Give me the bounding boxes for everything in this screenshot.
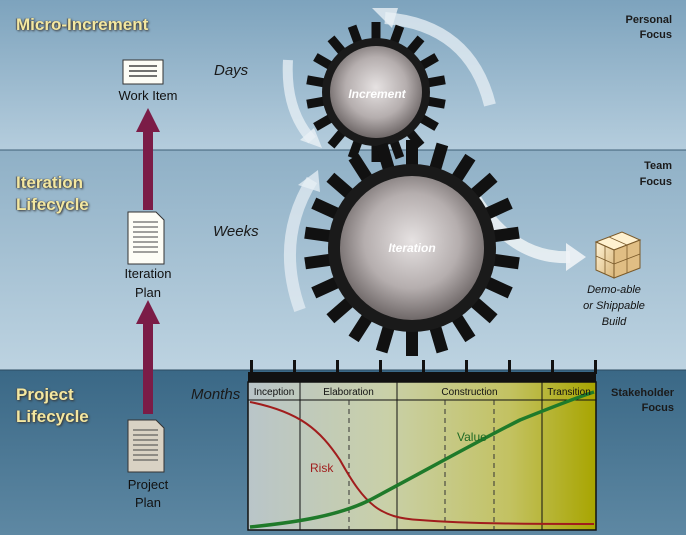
team-focus-line1: Team <box>644 160 672 172</box>
upward-arrow-shaft-1 <box>143 130 153 210</box>
risk-label: Risk <box>310 461 334 475</box>
iteration-lifecycle-title-line2: Lifecycle <box>16 195 89 214</box>
work-item-label: Work Item <box>118 88 178 103</box>
iteration-plan-label-line1: Iteration <box>124 266 172 281</box>
weeks-label: Weeks <box>213 223 259 240</box>
work-item-icon <box>123 60 163 84</box>
ruler-tick <box>293 360 296 374</box>
project-plan-icon <box>128 420 164 472</box>
upward-arrow-shaft-2 <box>143 322 153 414</box>
months-label: Months <box>191 386 241 403</box>
ruler-tick <box>379 360 382 374</box>
personal-focus-line2: Focus <box>639 29 672 41</box>
project-lifecycle-title-line2: Lifecycle <box>16 407 89 426</box>
value-label: Value <box>457 430 487 444</box>
ruler-tick <box>594 360 597 374</box>
build-label-line2: or Shippable <box>583 300 645 312</box>
team-focus-line2: Focus <box>639 176 672 188</box>
ruler-tick <box>508 360 511 374</box>
iteration-plan-icon <box>128 212 164 264</box>
phase-transition: Transition <box>547 387 591 398</box>
personal-focus-line1: Personal <box>625 14 672 26</box>
iteration-plan-label-line2: Plan <box>134 285 162 300</box>
gear-tooth <box>406 140 418 168</box>
project-lifecycle-title-line1: Project <box>16 385 74 404</box>
micro-increment-title: Micro-Increment <box>16 15 149 34</box>
increment-gear-label: Increment <box>348 87 406 101</box>
ruler-tick <box>250 360 253 374</box>
ruler-tick <box>465 360 468 374</box>
phase-elaboration: Elaboration <box>323 387 374 398</box>
days-label: Days <box>214 62 249 79</box>
phase-construction: Construction <box>441 387 498 398</box>
build-label-line1: Demo-able <box>587 284 641 296</box>
iteration-lifecycle-title-line1: Iteration <box>16 173 84 192</box>
stakeholder-focus-line2: Focus <box>641 402 674 414</box>
phase-chart <box>248 382 596 530</box>
iteration-gear-label: Iteration <box>388 241 436 255</box>
project-plan-label-line1: Project <box>127 477 169 492</box>
ruler-tick <box>336 360 339 374</box>
gear-tooth <box>406 328 418 356</box>
build-label-line3: Build <box>601 316 627 328</box>
ruler-tick <box>551 360 554 374</box>
phase-inception: Inception <box>253 387 295 398</box>
project-plan-label-line2: Plan <box>134 495 162 510</box>
ruler-tick <box>422 360 425 374</box>
stakeholder-focus-line1: Stakeholder <box>611 387 674 399</box>
